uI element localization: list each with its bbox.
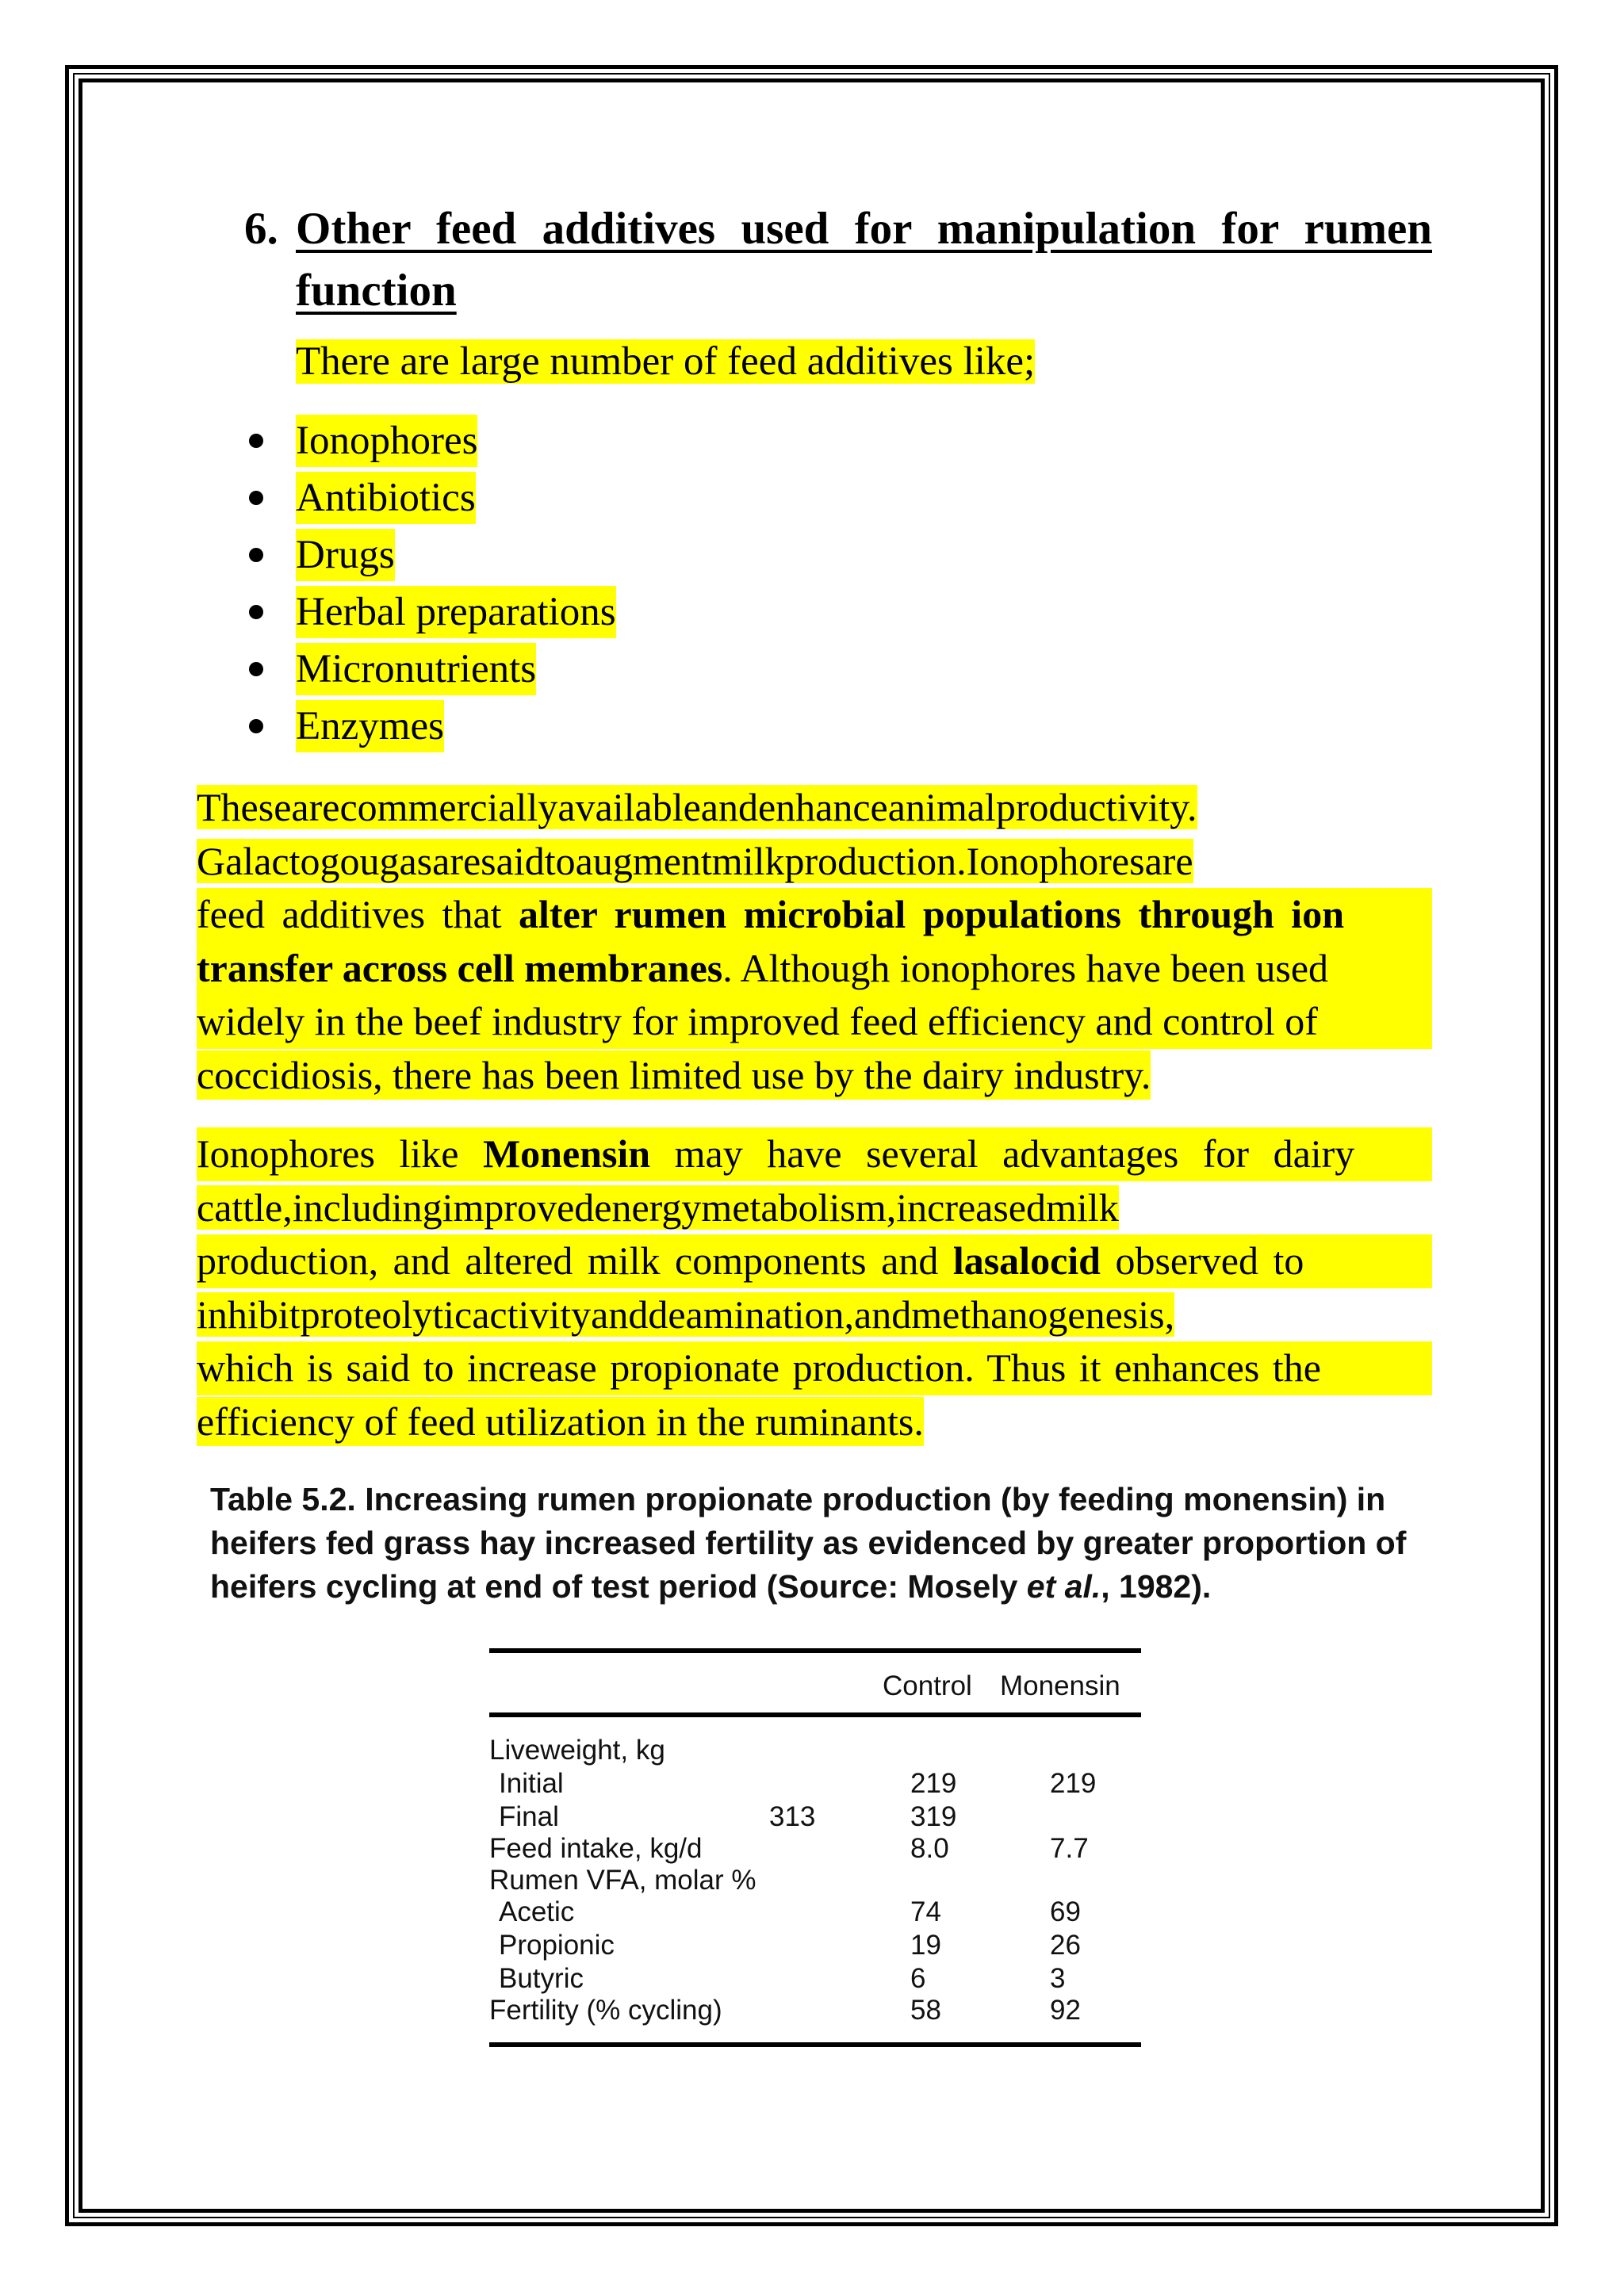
paragraph-line: Ionophores like Monensin may have several advantages for dairy	[197, 1127, 1432, 1181]
table-cell: 319	[910, 1801, 957, 1832]
paragraph-line: which is said to increase propionate production. Thus it enhances the	[197, 1341, 1432, 1395]
document-page: 6. Other feed additives used for manipulation for rumen function There are large number of feed additives like; Ionophores Antibiotics Drugs Herbal preparations Micronutrients Enzymes Thesearecommerciallyavailableandenhanceanimalproductivity. Galactogougasaresaidtoaugmentmilkproduction.Ionophoresare feed additives that alter rumen microbial populations through ion transfer across cell membranes. Although ionophores have been used widely in the beef industry for improved feed efficiency and control of coccidiosis, there has been limited use by the dairy industry. Ionophores like Monensin may have several advantages for dairy cattle,includingimprovedenergymetabolism,increasedmilk production, and altered milk components and lasalocid observed to inhibitproteolyticactivityanddeamination,andmethanogenesis, which is said to increase propionate production. Thus it enhances the efficiency of feed utilization in the ruminants. Table 5.2. Increasing rumen propionate production (by feeding monensin) in heifers fed grass hay increased fertility as evidenced by greater proportion of heifers cycling at end of test period (Source: Mosely et al., 1982). Control Monensin Liveweight, kg Initial 219 219 Final 313 319 Feed intake, kg/d 8.0 7.7 Rumen VFA, molar % Acetic 74 69 Propionic 19 26 Butyric 6 3 Fertility (% cycling) 58 92	[0, 0, 1624, 2296]
table-cell: 74	[910, 1896, 941, 1927]
table-caption: Table 5.2. Increasing rumen propionate production (by feeding monensin) in heifers fed grass hay increased fertility as evidenced by greater proportion of heifers cycling at end of test period (Source: Mosely et al., 1982).	[210, 1481, 1407, 1605]
results-table	[489, 1648, 1141, 2049]
caption-italic: et al.	[1026, 1568, 1101, 1605]
table-cell: 313	[769, 1801, 816, 1832]
bullet-icon	[249, 434, 263, 448]
paragraph-line: coccidiosis, there has been limited use by the dairy industry.	[197, 1049, 1432, 1103]
bold-term-monensin: Monensin	[482, 1131, 651, 1176]
table-cell: 219	[910, 1768, 957, 1799]
table-cell: 7.7	[1050, 1833, 1089, 1864]
bullet-icon	[249, 662, 263, 676]
table-top-rule	[489, 1648, 1141, 1653]
table-row-label: Feed intake, kg/d	[489, 1833, 703, 1864]
table-bottom-rule	[489, 2042, 1141, 2047]
table-cell: 3	[1050, 1963, 1066, 1994]
intro-text	[296, 336, 1035, 387]
table-cell: 6	[910, 1963, 926, 1994]
paragraph-line: cattle,includingimprovedenergymetabolism,increasedmilk	[197, 1184, 1119, 1230]
bullet-icon	[249, 605, 263, 619]
table-row-label: Butyric	[499, 1963, 584, 1994]
table-row-label: Rumen VFA, molar %	[489, 1865, 756, 1896]
intro-sentence: There are large number of feed additives like;	[296, 339, 1036, 384]
paragraph-line: Thesearecommerciallyavailableandenhanceanimalproductivity.	[197, 785, 1197, 829]
table-cell: 19	[910, 1930, 941, 1961]
table-row-label: Liveweight, kg	[489, 1735, 665, 1766]
paragraph-line: production, and altered milk components and lasalocid observed to	[197, 1234, 1432, 1288]
bold-phrase: alter rumen microbial populations through ion	[519, 892, 1345, 937]
bold-term-lasalocid: lasalocid	[952, 1238, 1101, 1284]
table-cell: 8.0	[910, 1833, 949, 1864]
paragraph-line: inhibitproteolyticactivityanddeamination,andmethanogenesis,	[197, 1292, 1175, 1337]
bold-phrase: transfer across cell membranes	[197, 945, 723, 990]
section-number: 6.	[244, 204, 278, 254]
paragraph-line: feed additives that alter rumen microbial populations through ion	[197, 888, 1432, 942]
table-cell: 92	[1050, 1995, 1081, 2026]
table-row-label: Final	[499, 1801, 559, 1832]
paragraph-line: widely in the beef industry for improved feed efficiency and control of	[197, 995, 1432, 1049]
table-cell: 69	[1050, 1896, 1081, 1927]
paragraph-line: Galactogougasaresaidtoaugmentmilkproduction.Ionophoresare	[197, 838, 1193, 883]
table-row-label: Acetic	[499, 1896, 575, 1927]
paragraph-monensin-lasalocid	[197, 1127, 1432, 1449]
table-row-label: Propionic	[499, 1930, 615, 1961]
table-cell: 26	[1050, 1930, 1081, 1961]
table-cell: 58	[910, 1995, 941, 2026]
paragraph-line: efficiency of feed utilization in the ruminants.	[197, 1395, 1432, 1449]
bullet-icon	[249, 719, 263, 733]
column-header-monensin: Monensin	[1000, 1670, 1120, 1701]
table-row-label: Fertility (% cycling)	[489, 1995, 722, 2026]
paragraph-line: transfer across cell membranes. Although ionophores have been used	[197, 942, 1432, 996]
bullet-icon	[249, 548, 263, 562]
table-header-rule	[489, 1712, 1141, 1717]
column-header-control: Control	[883, 1670, 972, 1701]
table-cell: 219	[1050, 1768, 1097, 1799]
section-title: Other feed additives used for manipulation for rumen function	[296, 204, 1432, 316]
bullet-icon	[249, 491, 263, 505]
table-row-label: Initial	[499, 1768, 564, 1799]
paragraph-ionophores-overview	[197, 781, 1432, 1103]
